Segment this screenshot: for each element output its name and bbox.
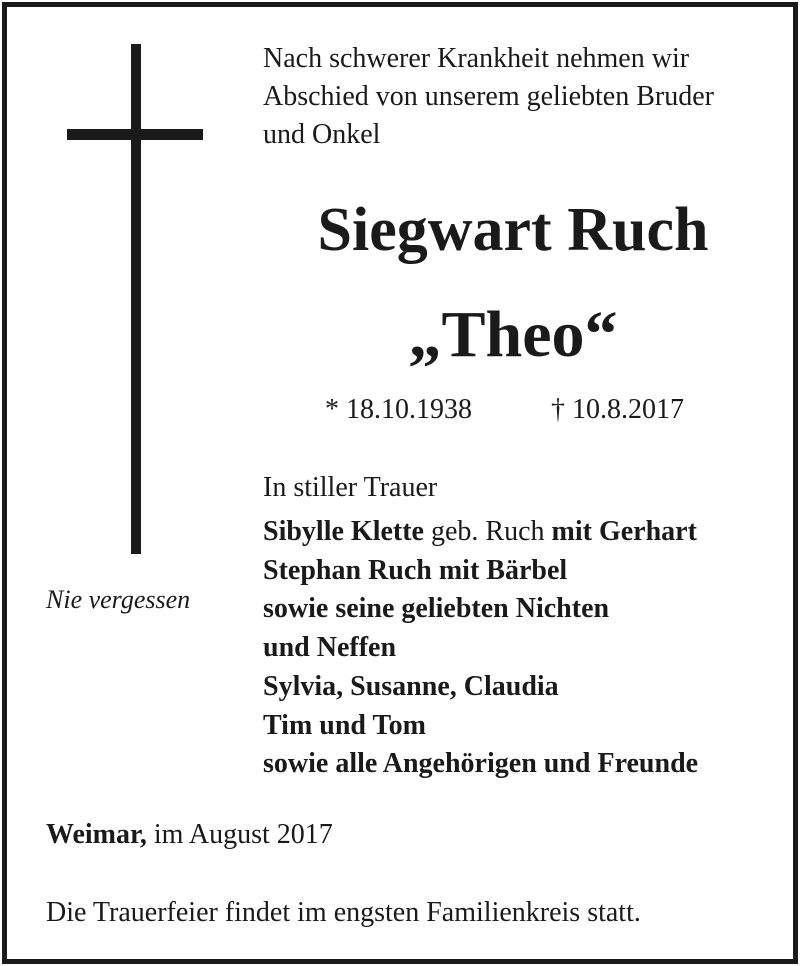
mourner-line: sowie seine geliebten Nichten [263,593,610,625]
mourner-line: Stephan Ruch mit Bärbel [263,554,568,586]
intro-line: und Onkel [263,119,381,150]
place-month: im August 2017 [146,819,333,850]
intro-line: Nach schwerer Krankheit nehmen wir [263,43,690,74]
motto: Nie vergessen [46,585,191,614]
mourner-line: Tim und Tom [263,709,426,741]
place-city: Weimar, [46,819,147,850]
deceased-name: Siegwart Ruch [317,196,709,264]
cross-icon [131,44,141,554]
mourner-partner: mit Gerhart [551,516,697,547]
birth-date: * 18.10.1938 [325,394,472,425]
mourner-line [263,513,698,552]
mourner-maiden-name: geb. Ruch [423,516,552,547]
place-date [46,816,333,854]
deceased-nickname: „Theo“ [408,298,618,371]
mourner-name: Sibylle Klette [263,516,424,547]
mourning-heading: In stiller Trauer [263,472,438,503]
funeral-notice: Die Trauerfeier findet im engsten Familienkreis statt. [46,897,641,928]
intro-line: Abschied von unserem geliebten Bruder [263,81,714,112]
mourner-line: sowie alle Angehörigen und Freunde [263,748,699,780]
mourner-line: und Neffen [263,632,397,664]
mourner-line: Sylvia, Susanne, Claudia [263,670,559,702]
death-date: † 10.8.2017 [551,394,684,425]
mourners-list [263,513,698,784]
intro-text [263,40,763,154]
cross-crossbar [67,129,203,140]
